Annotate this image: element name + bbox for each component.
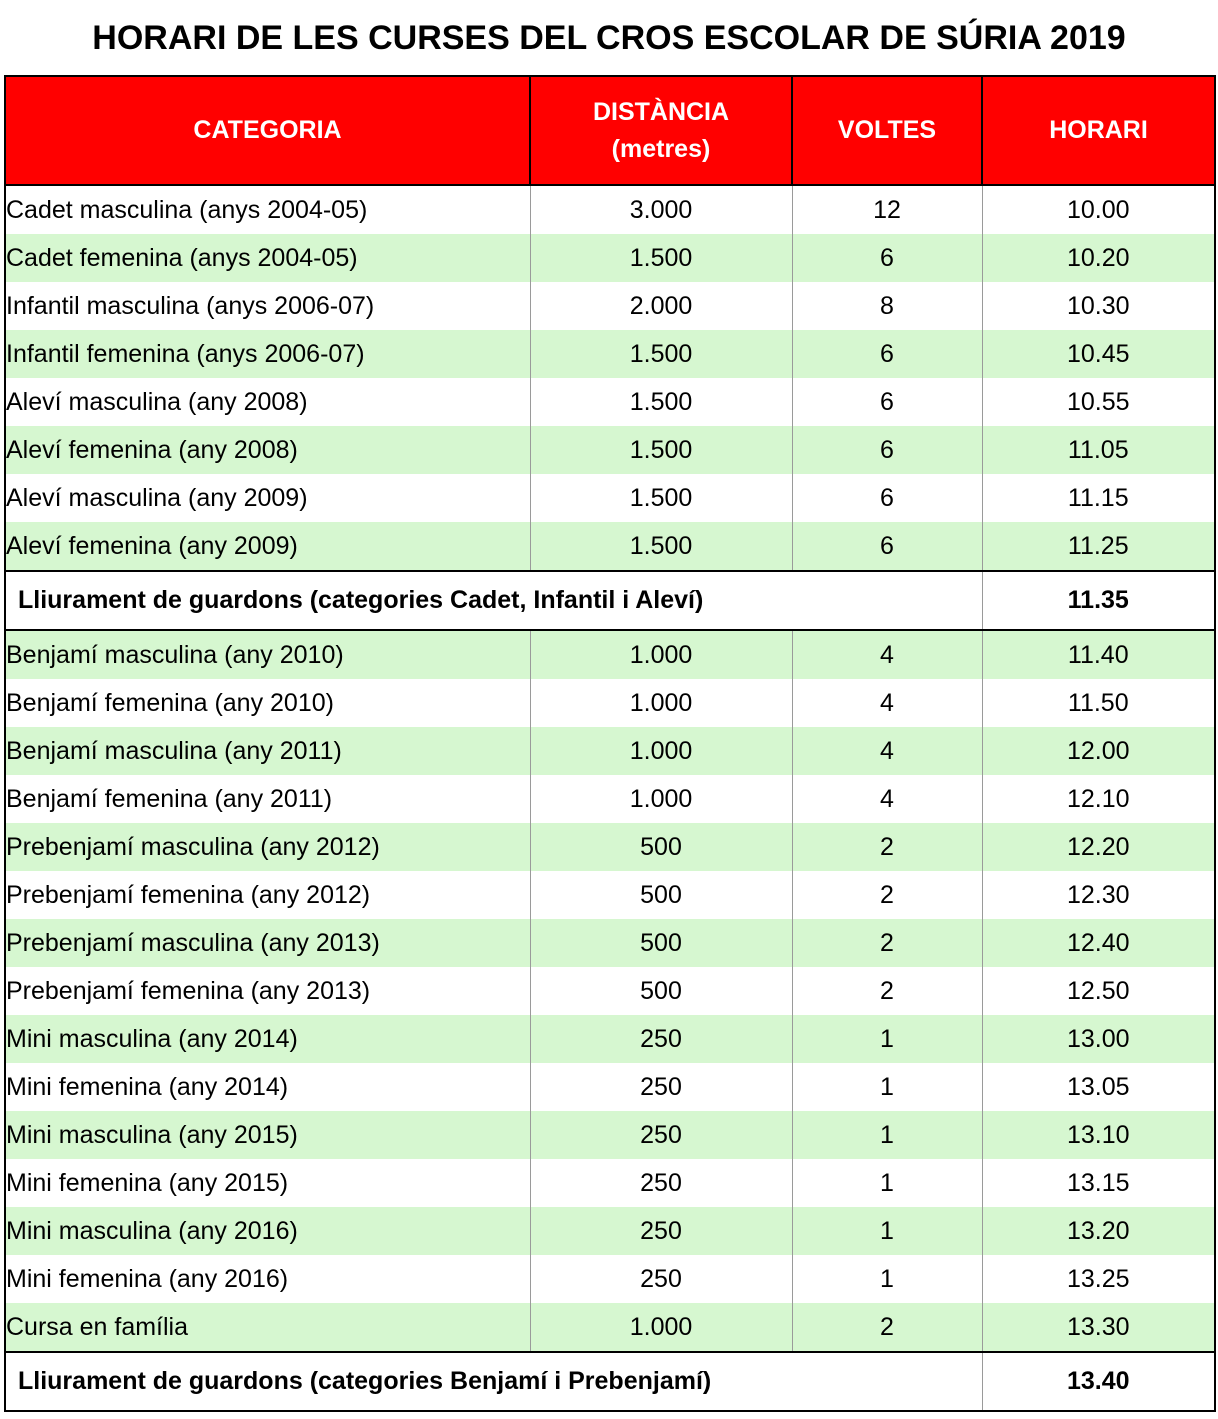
cell-horari: 13.30: [982, 1303, 1215, 1352]
cell-distancia: 500: [530, 823, 792, 871]
cell-distancia: 1.000: [530, 1303, 792, 1352]
cell-voltes: 1: [792, 1015, 982, 1063]
cell-categoria: Mini femenina (any 2015): [5, 1159, 530, 1207]
cell-distancia: 250: [530, 1063, 792, 1111]
cell-distancia: 250: [530, 1015, 792, 1063]
cell-horari: 10.55: [982, 378, 1215, 426]
header-row: [5, 76, 1215, 185]
cell-horari: 13.10: [982, 1111, 1215, 1159]
cell-categoria: Mini masculina (any 2014): [5, 1015, 530, 1063]
cell-categoria: Aleví masculina (any 2008): [5, 378, 530, 426]
header-voltes: VOLTES: [792, 76, 982, 185]
header-distancia-line2: (metres): [611, 134, 711, 163]
cell-categoria: Benjamí masculina (any 2011): [5, 727, 530, 775]
cell-horari: 13.05: [982, 1063, 1215, 1111]
award-time: 11.35: [982, 571, 1215, 630]
table-row: [5, 234, 1215, 282]
cell-horari: 12.50: [982, 967, 1215, 1015]
schedule-table: [4, 75, 1216, 1412]
cell-voltes: 6: [792, 426, 982, 474]
header-horari: HORARI: [982, 76, 1215, 185]
cell-categoria: Prebenjamí femenina (any 2013): [5, 967, 530, 1015]
cell-voltes: 2: [792, 823, 982, 871]
schedule-block-2: [5, 630, 1215, 1352]
cell-horari: 12.10: [982, 775, 1215, 823]
table-row: [5, 823, 1215, 871]
cell-voltes: 4: [792, 679, 982, 727]
cell-categoria: Aleví femenina (any 2009): [5, 522, 530, 571]
cell-voltes: 12: [792, 185, 982, 234]
table-row: [5, 1207, 1215, 1255]
cell-voltes: 1: [792, 1207, 982, 1255]
cell-horari: 11.40: [982, 630, 1215, 679]
table-row: [5, 522, 1215, 571]
cell-voltes: 1: [792, 1111, 982, 1159]
cell-distancia: 500: [530, 871, 792, 919]
cell-distancia: 1.500: [530, 330, 792, 378]
header-distancia: [530, 76, 792, 185]
cell-voltes: 4: [792, 727, 982, 775]
cell-categoria: Benjamí femenina (any 2010): [5, 679, 530, 727]
cell-distancia: 250: [530, 1255, 792, 1303]
table-row: [5, 1303, 1215, 1352]
cell-horari: 10.45: [982, 330, 1215, 378]
table-row: [5, 474, 1215, 522]
cell-categoria: Cadet femenina (anys 2004-05): [5, 234, 530, 282]
table-row: [5, 919, 1215, 967]
cell-distancia: 3.000: [530, 185, 792, 234]
cell-distancia: 1.500: [530, 378, 792, 426]
table-row: [5, 727, 1215, 775]
table-row: [5, 1159, 1215, 1207]
cell-voltes: 1: [792, 1159, 982, 1207]
table-row: [5, 330, 1215, 378]
cell-horari: 12.20: [982, 823, 1215, 871]
cell-distancia: 1.000: [530, 727, 792, 775]
cell-horari: 13.25: [982, 1255, 1215, 1303]
table-row: [5, 967, 1215, 1015]
award-label: Lliurament de guardons (categories Cadet, Infantil i Aleví): [5, 571, 982, 630]
cell-categoria: Mini masculina (any 2016): [5, 1207, 530, 1255]
cell-voltes: 2: [792, 919, 982, 967]
cell-voltes: 1: [792, 1255, 982, 1303]
table-row: [5, 282, 1215, 330]
cell-voltes: 4: [792, 630, 982, 679]
cell-distancia: 1.500: [530, 426, 792, 474]
cell-voltes: 1: [792, 1063, 982, 1111]
cell-distancia: 500: [530, 967, 792, 1015]
cell-horari: 13.00: [982, 1015, 1215, 1063]
cell-categoria: Aleví femenina (any 2008): [5, 426, 530, 474]
cell-distancia: 250: [530, 1159, 792, 1207]
table-row: [5, 1111, 1215, 1159]
table-row: [5, 378, 1215, 426]
cell-categoria: Prebenjamí masculina (any 2012): [5, 823, 530, 871]
cell-horari: 10.00: [982, 185, 1215, 234]
cell-categoria: Infantil femenina (anys 2006-07): [5, 330, 530, 378]
cell-categoria: Mini femenina (any 2016): [5, 1255, 530, 1303]
cell-horari: 12.30: [982, 871, 1215, 919]
cell-horari: 10.30: [982, 282, 1215, 330]
cell-voltes: 6: [792, 378, 982, 426]
cell-categoria: Benjamí masculina (any 2010): [5, 630, 530, 679]
table-row: [5, 426, 1215, 474]
cell-horari: 10.20: [982, 234, 1215, 282]
cell-categoria: Benjamí femenina (any 2011): [5, 775, 530, 823]
cell-distancia: 2.000: [530, 282, 792, 330]
cell-distancia: 250: [530, 1111, 792, 1159]
table-row: [5, 185, 1215, 234]
cell-voltes: 6: [792, 522, 982, 571]
table-row: [5, 775, 1215, 823]
cell-distancia: 1.000: [530, 630, 792, 679]
cell-categoria: Cadet masculina (anys 2004-05): [5, 185, 530, 234]
table-row: [5, 1015, 1215, 1063]
cell-horari: 13.15: [982, 1159, 1215, 1207]
schedule-block-1: [5, 185, 1215, 571]
header-categoria: CATEGORIA: [5, 76, 530, 185]
header-distancia-line1: DISTÀNCIA: [592, 97, 730, 126]
cell-categoria: Prebenjamí femenina (any 2012): [5, 871, 530, 919]
cell-distancia: 500: [530, 919, 792, 967]
cell-voltes: 2: [792, 1303, 982, 1352]
table-row: [5, 630, 1215, 679]
cell-distancia: 250: [530, 1207, 792, 1255]
cell-distancia: 1.500: [530, 522, 792, 571]
table-row: [5, 679, 1215, 727]
cell-categoria: Mini femenina (any 2014): [5, 1063, 530, 1111]
page-title: HORARI DE LES CURSES DEL CROS ESCOLAR DE SÚRIA 2019: [92, 19, 1126, 57]
cell-horari: 11.25: [982, 522, 1215, 571]
cell-horari: 12.40: [982, 919, 1215, 967]
cell-voltes: 2: [792, 967, 982, 1015]
table-row: [5, 1255, 1215, 1303]
cell-distancia: 1.500: [530, 234, 792, 282]
cell-categoria: Aleví masculina (any 2009): [5, 474, 530, 522]
cell-horari: 11.05: [982, 426, 1215, 474]
cell-categoria: Mini masculina (any 2015): [5, 1111, 530, 1159]
cell-distancia: 1.000: [530, 679, 792, 727]
cell-voltes: 6: [792, 330, 982, 378]
cell-horari: 12.00: [982, 727, 1215, 775]
cell-voltes: 4: [792, 775, 982, 823]
award-time: 13.40: [982, 1352, 1215, 1411]
cell-horari: 11.15: [982, 474, 1215, 522]
cell-distancia: 1.500: [530, 474, 792, 522]
cell-voltes: 8: [792, 282, 982, 330]
cell-horari: 13.20: [982, 1207, 1215, 1255]
table-row: [5, 871, 1215, 919]
cell-horari: 11.50: [982, 679, 1215, 727]
cell-voltes: 6: [792, 474, 982, 522]
cell-voltes: 6: [792, 234, 982, 282]
award-row-1: [5, 571, 1215, 630]
cell-categoria: Infantil masculina (anys 2006-07): [5, 282, 530, 330]
cell-categoria: Cursa en família: [5, 1303, 530, 1352]
cell-distancia: 1.000: [530, 775, 792, 823]
cell-voltes: 2: [792, 871, 982, 919]
cell-categoria: Prebenjamí masculina (any 2013): [5, 919, 530, 967]
award-label: Lliurament de guardons (categories Benjamí i Prebenjamí): [5, 1352, 982, 1411]
award-row-2: [5, 1352, 1215, 1411]
table-row: [5, 1063, 1215, 1111]
